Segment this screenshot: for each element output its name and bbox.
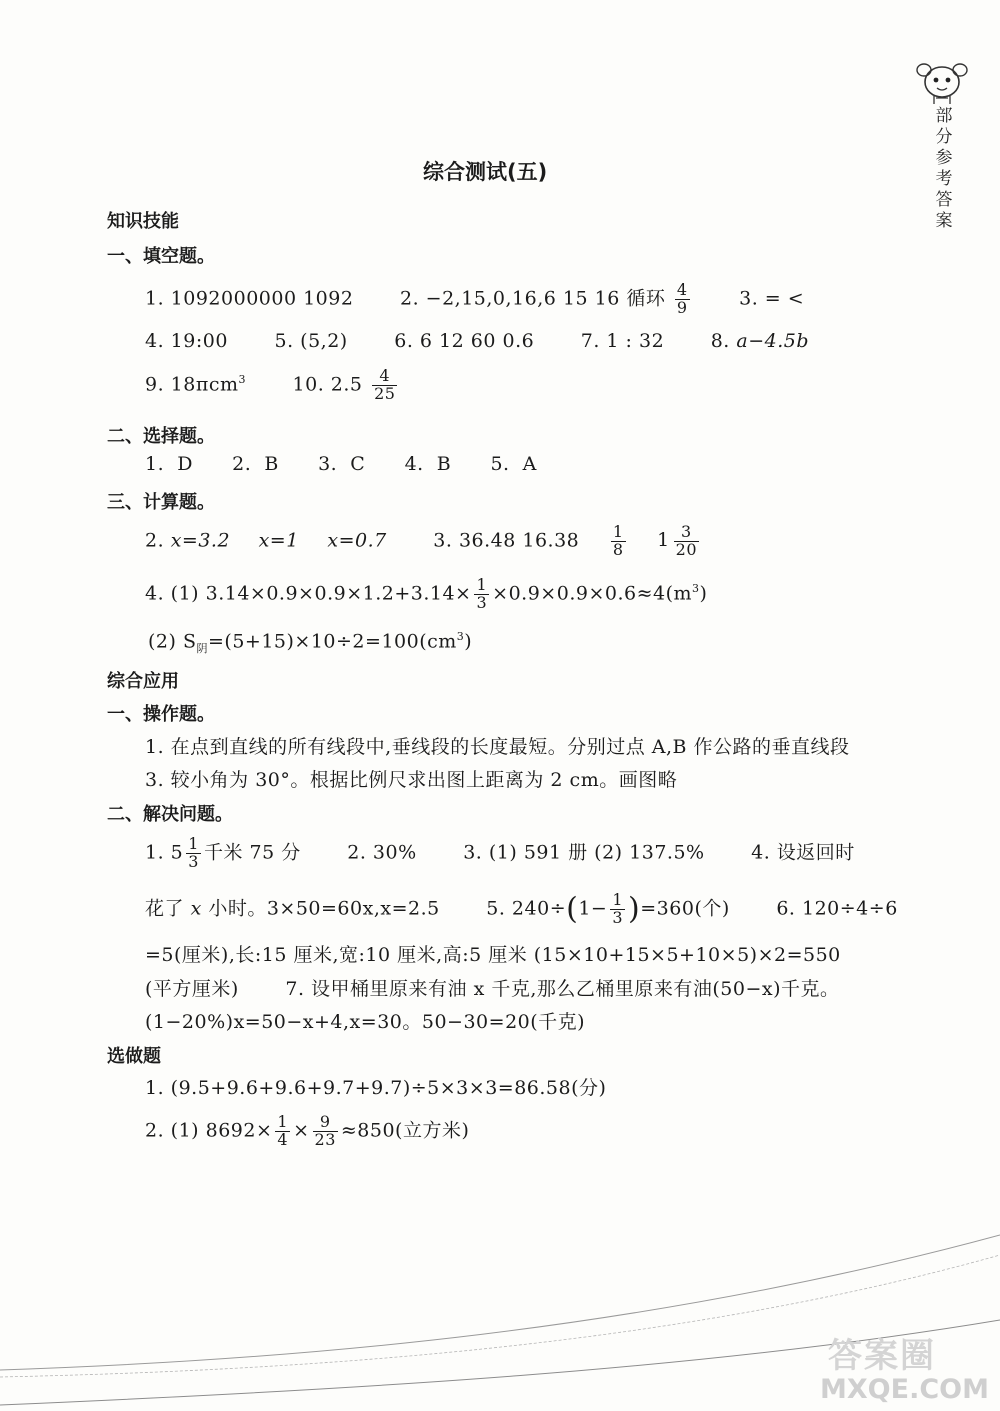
fraction (675, 282, 690, 317)
fill-answer-7: 7. 1 : 32 (580, 330, 665, 352)
fill-answer-10: 10. 2.5 (292, 373, 363, 396)
fraction-numerator: 1 (612, 522, 624, 541)
operation-line-2: 3. 较小角为 30°。根据比例尺求出图上距离为 2 cm。画图略 (145, 769, 678, 791)
fill-line-3 (145, 368, 400, 403)
fraction (186, 836, 201, 871)
side-tab-char: 分 (935, 127, 953, 147)
solve-answer-4: 4. 设返回时 (751, 841, 855, 864)
superscript: 3 (692, 581, 700, 595)
fill-answer-8: a−4.5b (736, 330, 810, 352)
operation-line-1: 1. 在点到直线的所有线段中,垂线段的长度最短。分别过点 A,B 作公路的垂直线段 (145, 736, 850, 758)
watermark (820, 1328, 990, 1408)
calc-expr-part: =(5+15)×10÷2=100(cm (207, 630, 457, 653)
optional-expr: 2. (1) 8692× (145, 1119, 273, 1142)
fill-answer-8-label: 8. (710, 330, 730, 352)
calc-expr-part: 4. (1) 3.14×0.9×0.9×1.2+3.14× (145, 582, 472, 605)
calc-line-3 (148, 630, 472, 656)
calc-line-1 (145, 524, 702, 559)
solve-line-1 (145, 836, 855, 871)
side-tab-char: 部 (935, 106, 953, 126)
solve-expr: 1− (578, 897, 608, 920)
fraction-denominator: 25 (374, 383, 396, 403)
watermark-url: MXQE.COM (820, 1374, 989, 1405)
calc-expr-part: ) (464, 630, 473, 653)
optional-line-1: 1. (9.5+9.6+9.6+9.7+9.7)÷5×3×3=86.58(分) (145, 1077, 607, 1099)
fraction-numerator: 4 (676, 280, 688, 299)
fraction-denominator: 8 (612, 539, 624, 559)
calc-expr-part: (2) S (148, 630, 197, 653)
calc-line-2 (145, 577, 707, 612)
fraction-denominator: 23 (314, 1129, 336, 1149)
fraction (611, 524, 626, 559)
solve-answer-2: 2. 30% (347, 841, 417, 864)
fraction-denominator: 3 (188, 851, 199, 871)
fraction-numerator: 1 (476, 575, 488, 594)
calc-answer-3: 3. 36.48 16.38 (433, 529, 580, 552)
optional-expr: ≈850(立方米) (340, 1119, 470, 1142)
solve-text: 小时。3×50=60x,x=2.5 (208, 897, 440, 920)
fraction-numerator: 9 (313, 1114, 338, 1132)
watermark-title: 答案圈 (828, 1336, 936, 1376)
fill-line-1 (145, 282, 804, 317)
section-heading-operation: 一、操作题。 (107, 704, 215, 725)
side-tab-label (933, 106, 955, 232)
section-heading-calc: 三、计算题。 (107, 492, 215, 513)
solve-answer-3: 3. (1) 591 册 (2) 137.5% (463, 841, 705, 864)
section-heading-fill-blank: 一、填空题。 (107, 246, 215, 267)
fraction-numerator: 4 (372, 368, 397, 386)
mixed-number-integer: 1 (657, 529, 670, 552)
solve-answer-7: 7. 设甲桶里原来有油 x 千克,那么乙桶里原来有油(50−x)千克。 (285, 978, 840, 1000)
solve-unit: (平方厘米) (145, 978, 239, 1000)
page-title: 综合测试(五) (423, 160, 548, 184)
fraction-denominator: 3 (476, 592, 488, 612)
solve-line-2 (145, 892, 898, 927)
fill-answer-5: 5. (5,2) (274, 330, 348, 352)
choice-answers: 1. D 2. B 3. C 4. B 5. A (145, 453, 537, 475)
fraction-denominator: 4 (277, 1129, 289, 1149)
superscript: 3 (238, 372, 246, 386)
calc-answer-x2: x=1 (258, 529, 299, 552)
subscript: 阴 (196, 642, 208, 656)
side-tab-char: 考 (935, 169, 953, 189)
right-paren: ) (628, 891, 641, 927)
fraction (275, 1114, 290, 1149)
calc-expr-part: ×0.9×0.9×0.6≈4(m (492, 582, 693, 605)
fraction-denominator: 20 (675, 539, 698, 559)
fraction (313, 1114, 338, 1149)
left-paren: ( (566, 891, 579, 927)
solve-expr: =360(个) (640, 897, 730, 920)
fill-answer-4: 4. 19:00 (145, 330, 228, 352)
solve-variable: x (190, 897, 202, 920)
calc-answer-x1: x=3.2 (170, 529, 231, 552)
fraction (474, 577, 489, 612)
section-heading-solve: 二、解决问题。 (107, 804, 233, 825)
superscript: 3 (456, 630, 465, 643)
solve-answer-1: 1. 5 (145, 841, 184, 864)
solve-answer-5: 5. 240÷ (486, 897, 567, 920)
section-heading-knowledge: 知识技能 (107, 211, 179, 232)
solve-answer-1-unit: 千米 75 分 (203, 841, 301, 864)
fraction-numerator: 1 (612, 890, 624, 909)
side-tab-char: 答 (935, 190, 953, 210)
solve-answer-6: 6. 120÷4÷6 (776, 897, 898, 920)
side-tab-char: 案 (935, 211, 953, 231)
fraction-numerator: 3 (674, 524, 699, 542)
side-tab-char: 参 (935, 148, 953, 168)
section-heading-application: 综合应用 (107, 671, 179, 692)
fill-answer-9: 9. 18πcm (145, 373, 239, 396)
fraction-denominator: 9 (676, 297, 688, 317)
mascot-icon (912, 56, 972, 108)
fraction (610, 892, 625, 927)
fraction-numerator: 1 (188, 834, 199, 853)
calc-label-2: 2. (145, 529, 165, 552)
calc-answer-x3: x=0.7 (327, 529, 387, 552)
fill-answer-3: 3. = < (739, 287, 805, 310)
fraction-denominator: 3 (612, 907, 624, 927)
solve-line-3: =5(厘米),长:15 厘米,宽:10 厘米,高:5 厘米 (15×10+15×5+10×5)×2=550 (145, 944, 841, 966)
fill-line-2 (145, 330, 809, 352)
fraction (372, 368, 397, 403)
optional-expr: × (293, 1119, 310, 1142)
solve-line-4 (145, 974, 840, 1001)
fill-answer-2: 2. −2,15,0,16,6 15 16 循环 (400, 287, 666, 310)
solve-line-5: (1−20%)x=50−x+4,x=30。50−30=20(千克) (145, 1011, 586, 1033)
solve-text: 花了 (145, 897, 185, 920)
fraction (674, 524, 699, 559)
fill-answer-6: 6. 6 12 60 0.6 (394, 330, 535, 352)
fraction-numerator: 1 (277, 1112, 289, 1131)
optional-line-2 (145, 1114, 469, 1149)
section-heading-optional: 选做题 (107, 1046, 161, 1067)
section-heading-choice: 二、选择题。 (107, 426, 215, 447)
fill-answer-1: 1. 1092000000 1092 (145, 287, 354, 310)
calc-expr-part: ) (699, 582, 708, 605)
